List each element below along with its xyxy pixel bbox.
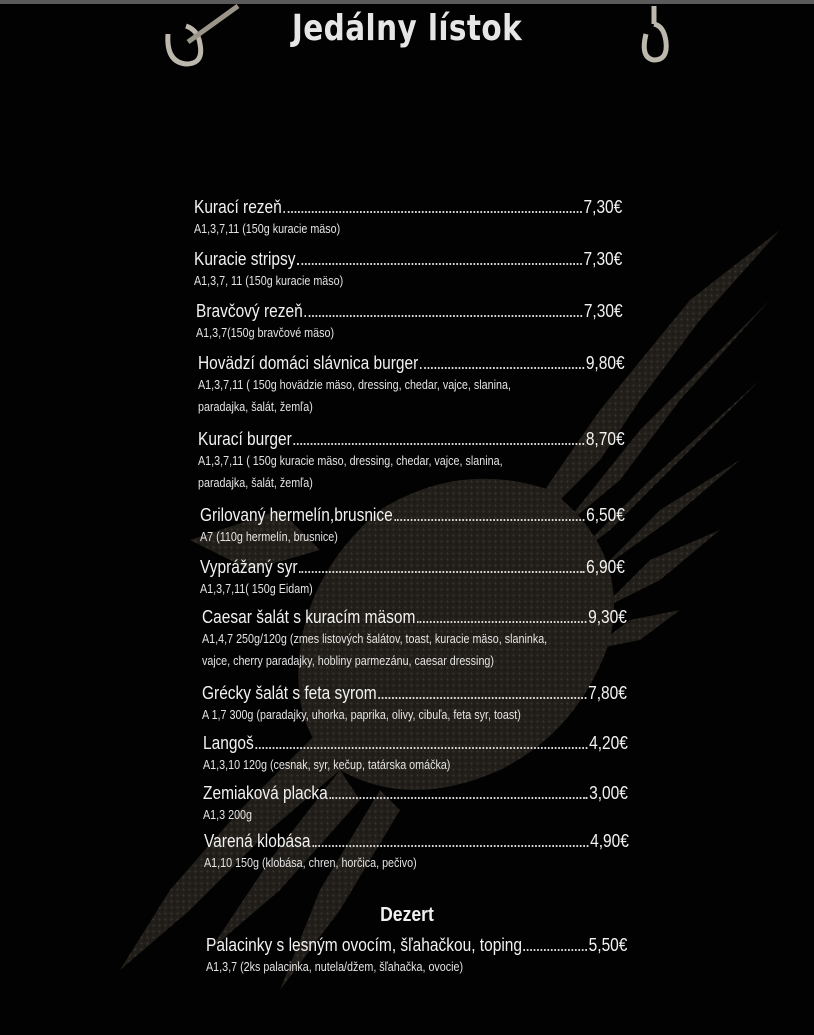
item-price: 7,30€ (583, 301, 623, 321)
page-title: Jedálny lístok (291, 8, 523, 49)
item-price: 8,70€ (585, 429, 625, 449)
item-description: A1,3,7 (2ks palacinka, nutela/džem, šľahačka, ovocie) (206, 960, 464, 974)
item-price: 5,50€ (588, 935, 628, 955)
menu-item (198, 428, 694, 494)
menu-item (203, 782, 697, 826)
menu-item (196, 300, 692, 344)
menu-item (202, 682, 696, 726)
menu-item (206, 934, 696, 978)
item-name: Caesar šalát s kuracím mäsom (202, 607, 416, 627)
item-description: A1,3,7,11 (150g kuracie mäso) (194, 222, 341, 236)
item-price: 7,30€ (583, 249, 623, 269)
item-description: A1,3,7,11 ( 150g hovädzie mäso, dressing, chedar, vajce, slanina, (198, 378, 511, 392)
item-name: Hovädzí domáci slávnica burger (198, 353, 419, 373)
item-description: paradajka, šalát, žemľa) (198, 476, 313, 490)
item-description: A 1,7 300g (paradajky, uhorka, paprika, olivy, cibuľa, feta syr, toast) (202, 708, 521, 722)
item-name: Kuracie stripsy (194, 249, 296, 269)
item-description: paradajka, šalát, žemľa) (198, 400, 313, 414)
menu-item (194, 196, 692, 240)
item-description: A1,3 200g (203, 808, 253, 822)
item-name: Vyprážaný syr (200, 557, 298, 577)
item-name: Varená klobása (204, 831, 311, 851)
item-price: 6,90€ (586, 557, 625, 577)
menu-item (194, 248, 692, 292)
item-name: Grilovaný hermelín,brusnice (200, 505, 393, 525)
item-price: 3,00€ (589, 783, 628, 803)
dessert-heading: Dezert (380, 904, 434, 926)
menu-item (202, 606, 696, 672)
item-description: A1,3,7,11( 150g Eidam) (200, 582, 313, 596)
menu-item (198, 352, 694, 418)
item-name: Grécky šalát s feta syrom (202, 683, 377, 703)
item-description: A1,4,7 250g/120g (zmes listových šalátov, toast, kuracie mäso, slaninka, (202, 632, 548, 646)
item-description: A7 (110g hermelín, brusnice) (200, 530, 338, 544)
item-name: Kurací burger (198, 429, 292, 449)
item-price: 7,80€ (588, 683, 627, 703)
menu-item (203, 732, 697, 776)
menu-item (200, 504, 694, 548)
item-price: 6,50€ (586, 505, 625, 525)
item-description: vajce, cherry paradajky, hobliny parmezánu, caesar dressing) (202, 654, 494, 668)
item-price: 9,30€ (588, 607, 627, 627)
menu-item (204, 830, 698, 874)
item-description: A1,3,10 120g (cesnak, syr, kečup, tatárska omáčka) (203, 758, 451, 772)
top-border (0, 0, 814, 4)
item-description: A1,3,7, 11 (150g kuracie mäso) (194, 274, 344, 288)
item-price: 9,80€ (585, 353, 625, 373)
item-price: 7,30€ (583, 197, 623, 217)
item-name: Kurací rezeň (194, 197, 282, 217)
item-price: 4,20€ (589, 733, 628, 753)
menu-item (200, 556, 694, 600)
item-name: Bravčový rezeň (196, 301, 303, 321)
item-name: Palacinky s lesným ovocím, šľahačkou, toping (206, 935, 522, 955)
item-description: A1,10 150g (klobása, chren, horčica, pečivo) (204, 856, 417, 870)
item-description: A1,3,7,11 ( 150g kuracie mäso, dressing, chedar, vajce, slanina, (198, 454, 503, 468)
item-description: A1,3,7(150g bravčové mäso) (196, 326, 335, 340)
item-name: Zemiaková placka (203, 783, 328, 803)
item-name: Langoš (203, 733, 254, 753)
item-price: 4,90€ (590, 831, 629, 851)
